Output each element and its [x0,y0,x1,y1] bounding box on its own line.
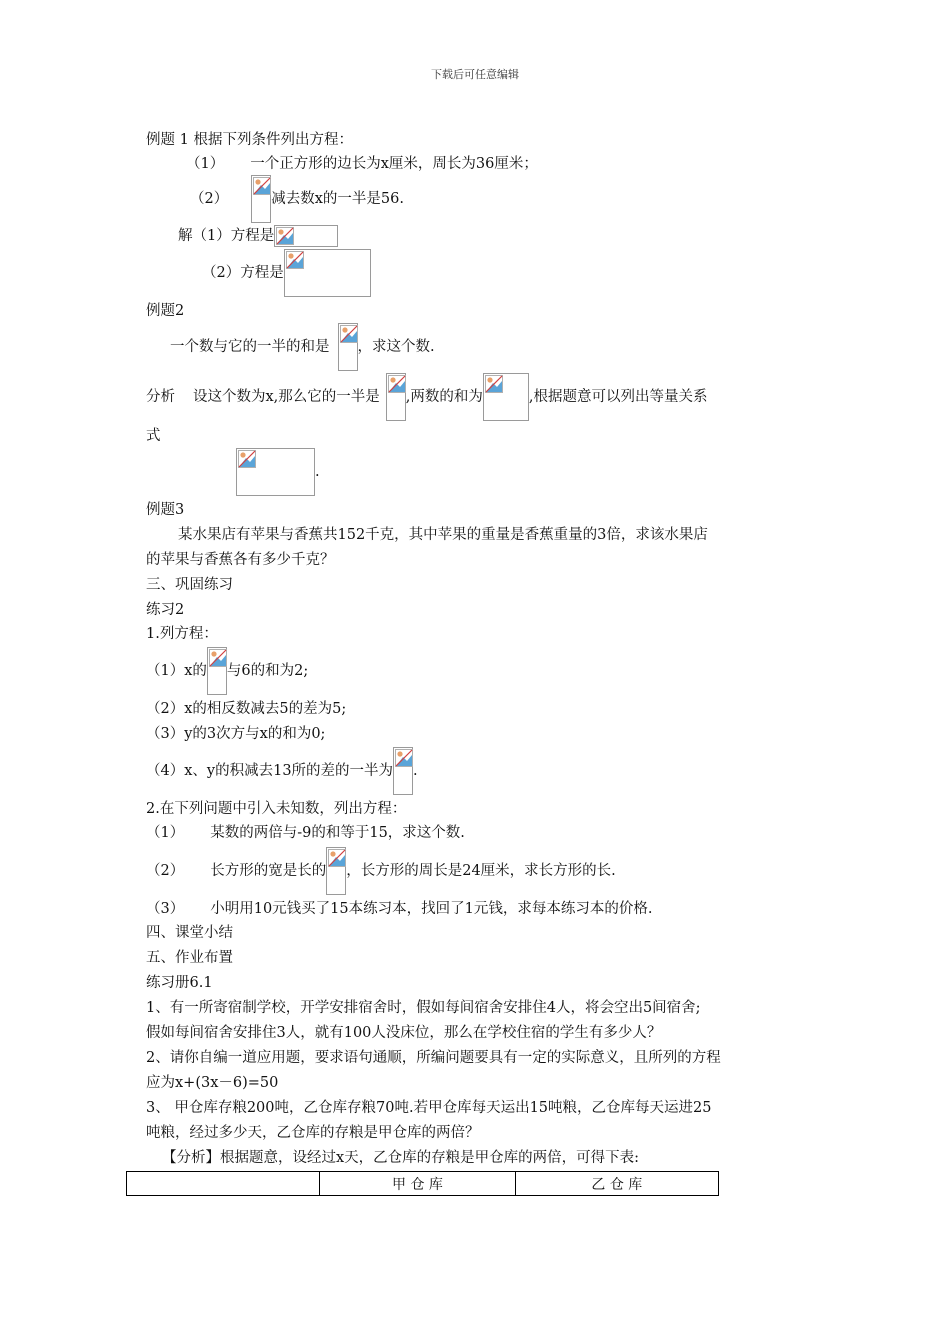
practice-q1a [146,647,308,695]
analysis-text: ,根据题意可以列出等量关系 [528,389,708,405]
equation-image-placeholder [386,373,406,421]
homework-p3-line1: 3、 甲仓库存粮200吨，乙仓库存粮70吨.若甲仓库每天运出15吨粮，乙仓库每天运进25 [146,1100,712,1116]
analysis-text: ,两数的和为 [405,389,483,405]
broken-image-icon [485,375,503,393]
period: . [315,464,320,480]
equation-image-placeholder [236,448,315,496]
example1-item2 [190,175,404,223]
equation-image-placeholder [393,747,413,795]
homework-p1-line1: 1、有一所寄宿制学校，开学安排宿舍时，假如每间宿舍安排住4人，将会空出5间宿舍; [146,1000,701,1016]
example1-solution1 [178,225,338,247]
homework-book: 练习册6.1 [146,975,213,991]
practice-q1-title: 1.列方程： [146,626,218,642]
example1-solution2 [202,249,371,297]
broken-image-icon [388,375,406,393]
question-text: （1）x的 [146,663,207,679]
homework-p2-line2: 应为x+(3x－6)=50 [146,1075,279,1091]
homework-analysis: 【分析】根据题意，设经过x天，乙仓库的存粮是甲仓库的两倍，可得下表: [162,1150,640,1166]
solution-label: 解（1）方程是 [178,228,275,244]
warehouse-table [126,1171,719,1196]
table-header-row [127,1172,719,1196]
example2-question [170,323,435,371]
broken-image-icon [328,849,346,867]
equation-image-placeholder [483,373,529,421]
broken-image-icon [253,177,271,195]
example3-line1: 某水果店有苹果与香蕉共152千克，其中苹果的重量是香蕉重量的3倍，求该水果店 [178,527,708,543]
broken-image-icon [340,325,358,343]
question-text: （4）x、y的积减去13所的差的一半为 [146,763,394,779]
table-cell-blank [127,1172,320,1196]
practice-q2b [146,847,616,895]
question-text: . [413,763,418,779]
analysis-text: 设这个数为x,那么它的一半是 [193,389,380,405]
broken-image-icon [209,649,227,667]
example2-analysis-cont: 式 [146,428,161,444]
homework-p1-line2: 假如每间宿舍安排住3人，就有100人没床位，那么在学校住宿的学生有多少人？ [146,1025,662,1041]
item-number: （2） [146,863,185,879]
broken-image-icon [395,749,413,767]
broken-image-icon [238,450,256,468]
practice-q2a [146,822,465,844]
item-text: 减去数x的一半是56. [271,191,404,207]
question-text: 长方形的宽是长的 [210,863,327,879]
question-text: ，求这个数. [357,339,435,355]
example1-title: 例题 1 根据下列条件列出方程： [146,132,353,148]
item-number: （2） [190,191,229,207]
example3-title: 例题3 [146,502,185,518]
equation-image-placeholder [207,647,227,695]
question-text: ，长方形的周长是24厘米，求长方形的长. [346,863,616,879]
item-number: （1） [186,156,225,172]
example2-analysis [146,373,708,421]
section-practice: 三、巩固练习 [146,577,233,593]
question-text: 与6的和为2; [226,663,309,679]
item-text: 一个正方形的边长为x厘米，周长为36厘米； [250,156,538,172]
solution-label: （2）方程是 [202,265,284,281]
homework-p3-line2: 吨粮，经过多少天，乙仓库的存粮是甲仓库的两倍？ [146,1125,480,1141]
equation-image-placeholder [338,323,358,371]
item-number: （1） [146,825,185,841]
example1-item1 [186,153,538,175]
section-homework: 五、作业布置 [146,950,233,966]
section-summary: 四、课堂小结 [146,925,233,941]
equation-image-placeholder [251,175,271,223]
broken-image-icon [276,227,294,245]
question-text: 某数的两倍与-9的和等于15，求这个数. [210,825,465,841]
practice-q2c [146,898,652,920]
table-header-warehouse-a: 甲 仓 库 [320,1172,515,1196]
table-header-warehouse-b: 乙 仓 库 [515,1172,718,1196]
equation-image-placeholder [284,249,371,297]
practice-q1c: （3）y的3次方与x的和为0; [146,726,326,742]
broken-image-icon [286,251,304,269]
homework-p2-line1: 2、请你自编一道应用题，要求语句通顺，所编问题要具有一定的实际意义，且所列的方程 [146,1050,721,1066]
item-number: （3） [146,901,185,917]
question-text: 小明用10元钱买了15本练习本，找回了1元钱，求每本练习本的价格. [210,901,653,917]
question-text: 一个数与它的一半的和是 [170,339,330,355]
equation-image-placeholder [326,847,346,895]
page-header-note: 下载后可任意编辑 [431,68,519,81]
practice-title: 练习2 [146,602,185,618]
practice-q2-title: 2.在下列问题中引入未知数，列出方程： [146,801,407,817]
practice-q1d [146,747,418,795]
equation-image-placeholder [274,225,338,247]
example2-equation [236,448,320,496]
analysis-label: 分析 [146,389,175,405]
practice-q1b: （2）x的相反数减去5的差为5; [146,701,347,717]
example2-title: 例题2 [146,303,185,319]
example3-line2: 的苹果与香蕉各有多少千克？ [146,552,335,568]
